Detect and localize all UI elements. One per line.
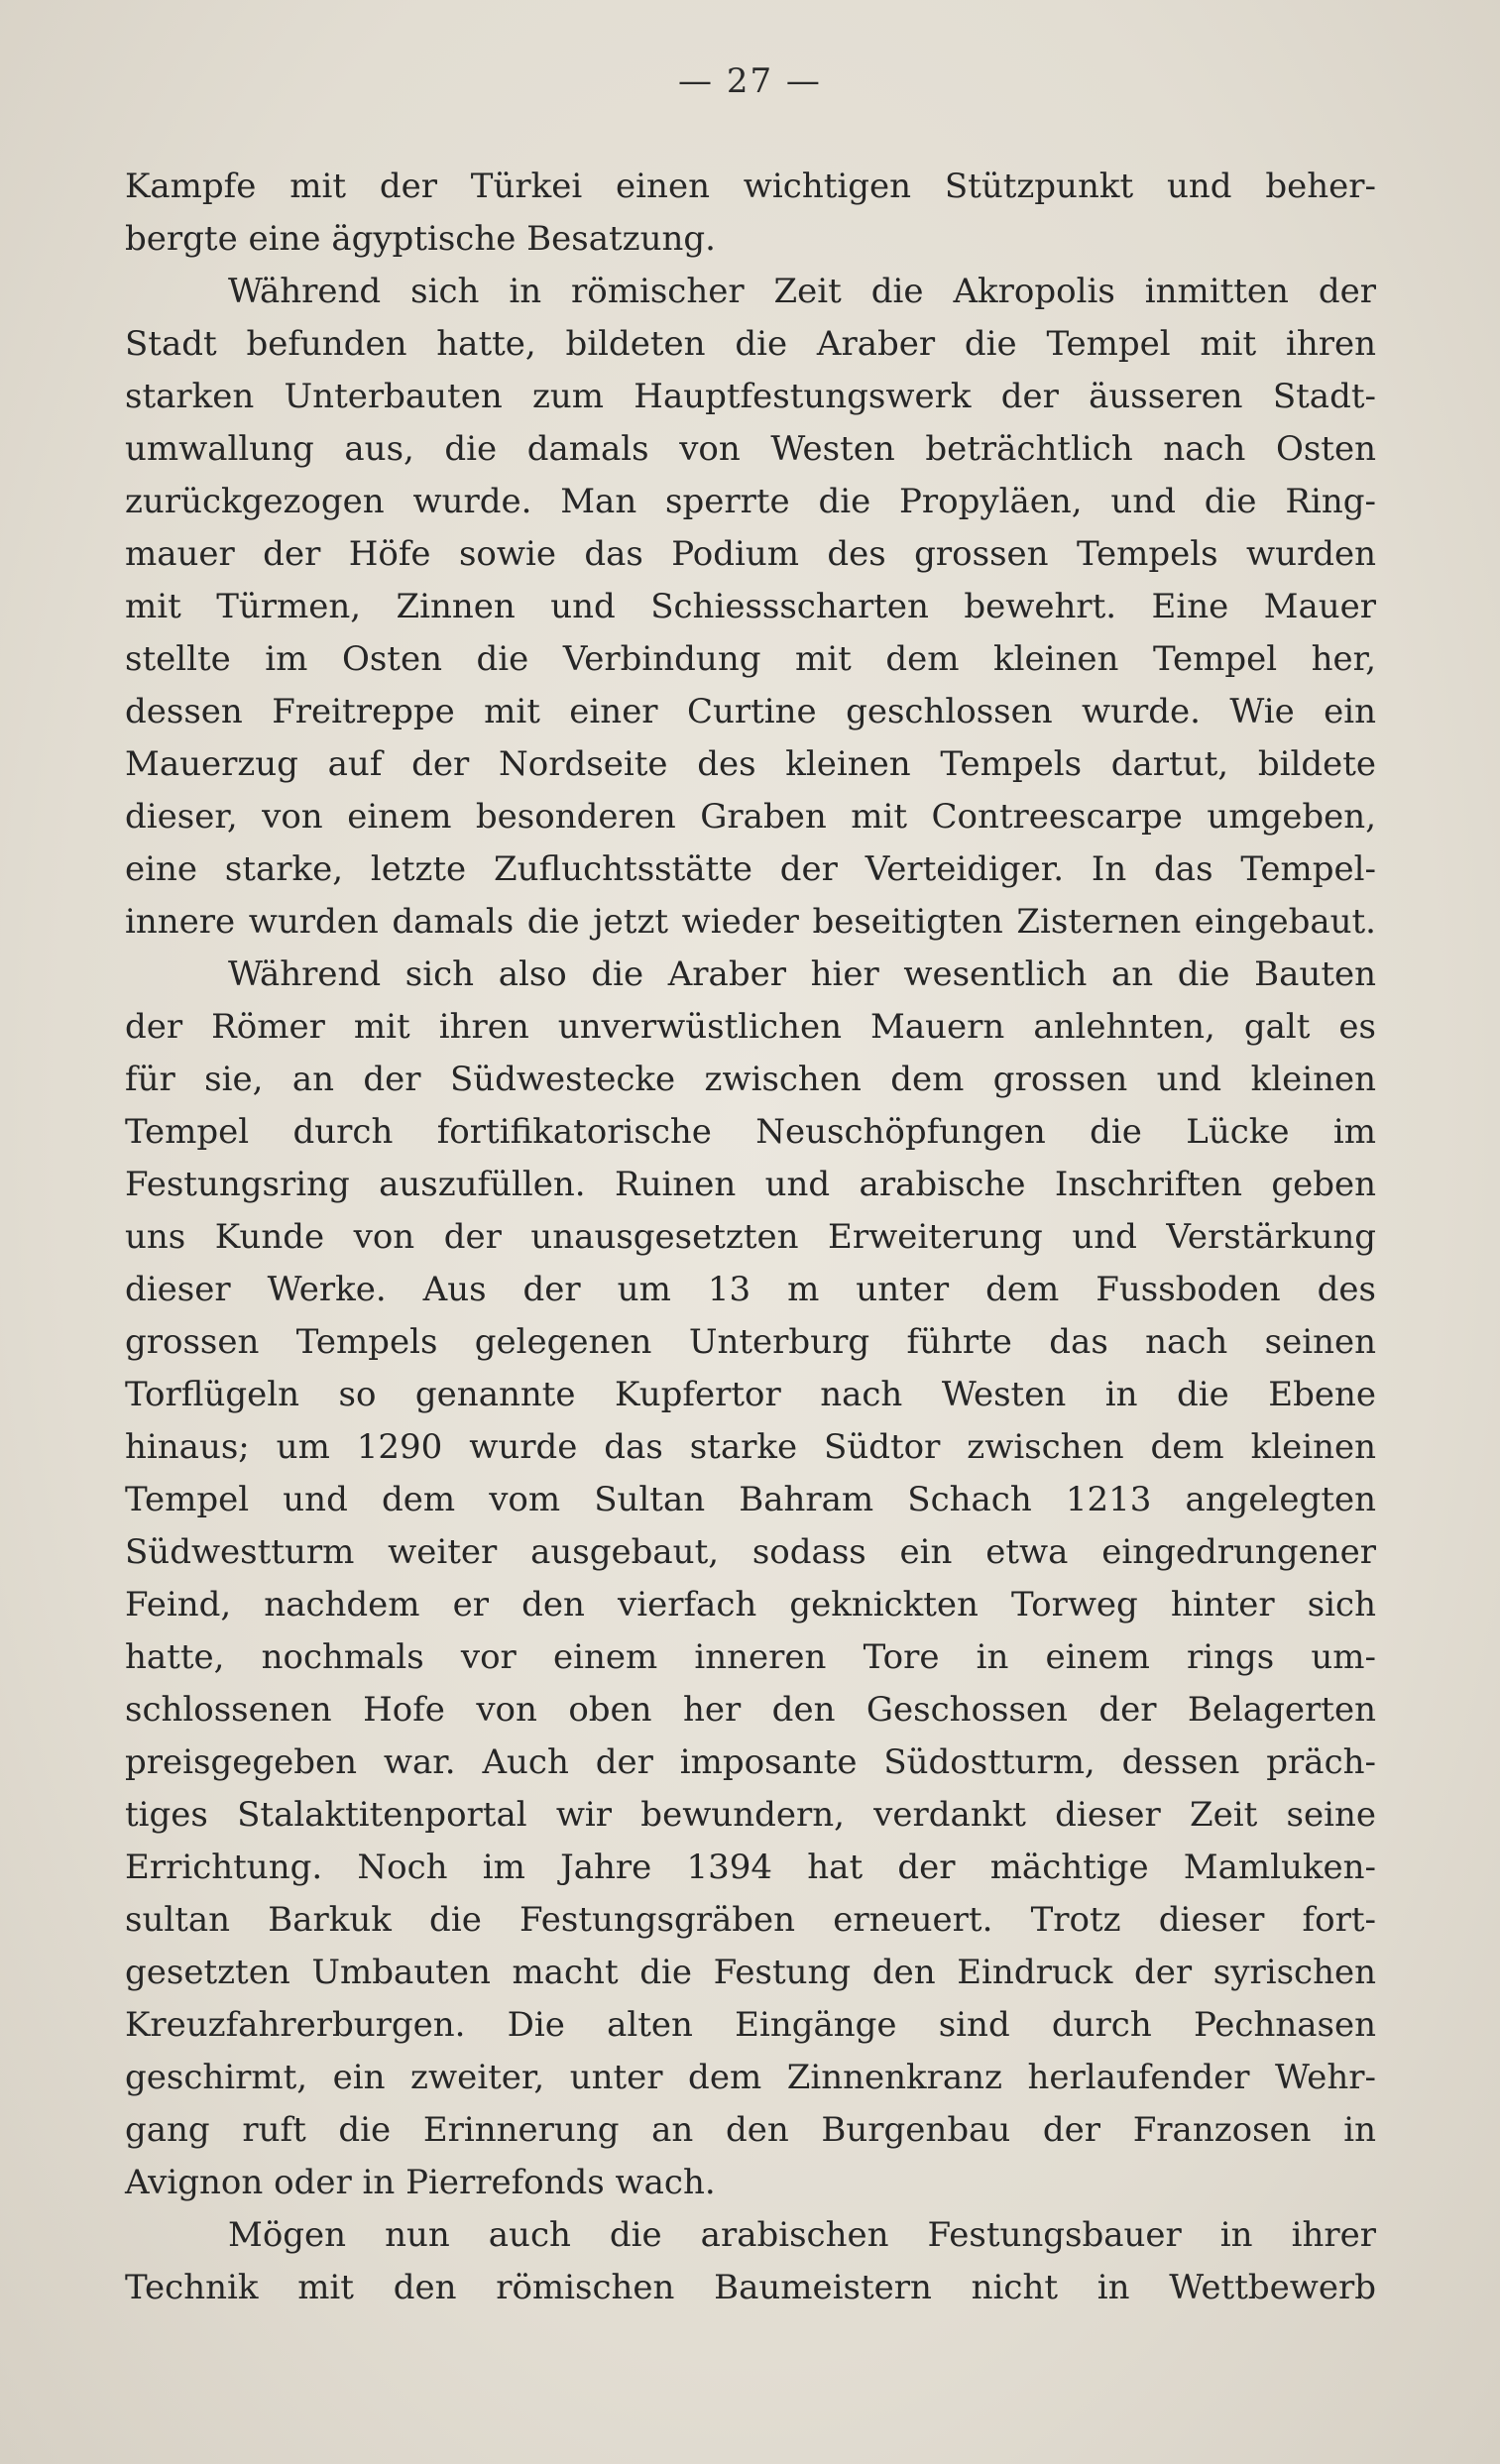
page-number: — 27 —	[678, 61, 822, 101]
text-line: dieser, von einem besonderen Graben mit Contreescarpe umgeben,	[125, 797, 1376, 837]
text-line: Avignon oder in Pierrefonds wach.	[125, 2163, 716, 2202]
text-line: hatte, nochmals vor einem inneren Tore in einem rings um-	[125, 1637, 1376, 1677]
text-line: tiges Stalaktitenportal wir bewundern, verdankt dieser Zeit seine	[125, 1795, 1376, 1835]
text-line: hinaus; um 1290 wurde das starke Südtor zwischen dem kleinen	[125, 1427, 1376, 1467]
text-line: geschirmt, ein zweiter, unter dem Zinnenkranz herlaufender Wehr-	[125, 2058, 1376, 2097]
text-line: Technik mit den römischen Baumeistern nicht in Wettbewerb	[125, 2268, 1376, 2307]
text-line: starken Unterbauten zum Hauptfestungswerk der äusseren Stadt-	[125, 377, 1376, 416]
text-line: mit Türmen, Zinnen und Schiessscharten bewehrt. Eine Mauer	[125, 587, 1376, 626]
text-line: dieser Werke. Aus der um 13 m unter dem Fussboden des	[125, 1270, 1376, 1309]
body-text	[125, 161, 1376, 2314]
text-line: umwallung aus, die damals von Westen beträchtlich nach Osten	[125, 429, 1376, 469]
text-line: schlossenen Hofe von oben her den Geschossen der Belagerten	[125, 1690, 1376, 1730]
text-line: Während sich in römischer Zeit die Akropolis inmitten der	[228, 272, 1376, 311]
text-line: dessen Freitreppe mit einer Curtine geschlossen wurde. Wie ein	[125, 692, 1376, 731]
text-line: gang ruft die Erinnerung an den Burgenbau der Franzosen in	[125, 2110, 1376, 2150]
text-line: Tempel und dem vom Sultan Bahram Schach 1213 angelegten	[125, 1480, 1376, 1519]
text-line: Kreuzfahrerburgen. Die alten Eingänge sind durch Pechnasen	[125, 2005, 1376, 2045]
text-line: sultan Barkuk die Festungsgräben erneuert. Trotz dieser fort-	[125, 1900, 1376, 1940]
text-line: Mögen nun auch die arabischen Festungsbauer in ihrer	[228, 2215, 1376, 2255]
text-line: innere wurden damals die jetzt wieder beseitigten Zisternen eingebaut.	[125, 902, 1376, 942]
text-line: gesetzten Umbauten macht die Festung den Eindruck der syrischen	[125, 1953, 1376, 1992]
text-line: bergte eine ägyptische Besatzung.	[125, 219, 716, 259]
text-line: uns Kunde von der unausgesetzten Erweiterung und Verstärkung	[125, 1217, 1376, 1257]
text-line: Kampfe mit der Türkei einen wichtigen Stützpunkt und beher-	[125, 167, 1376, 206]
text-line: Südwestturm weiter ausgebaut, sodass ein etwa eingedrungener	[125, 1532, 1376, 1572]
text-line: Torflügeln so genannte Kupfertor nach Westen in die Ebene	[125, 1375, 1376, 1414]
text-line: zurückgezogen wurde. Man sperrte die Propyläen, und die Ring-	[125, 482, 1376, 521]
text-line: Während sich also die Araber hier wesentlich an die Bauten	[228, 954, 1376, 994]
text-line: Mauerzug auf der Nordseite des kleinen Tempels dartut, bildete	[125, 744, 1376, 784]
text-line: Errichtung. Noch im Jahre 1394 hat der mächtige Mamluken-	[125, 1848, 1376, 1887]
text-line: Tempel durch fortifikatorische Neuschöpfungen die Lücke im	[125, 1112, 1376, 1152]
text-line: Feind, nachdem er den vierfach geknickten Torweg hinter sich	[125, 1585, 1376, 1624]
text-line: stellte im Osten die Verbindung mit dem kleinen Tempel her,	[125, 639, 1376, 679]
text-line: Festungsring auszufüllen. Ruinen und arabische Inschriften geben	[125, 1165, 1376, 1204]
text-line: eine starke, letzte Zufluchtsstätte der Verteidiger. In das Tempel-	[125, 849, 1376, 889]
text-line: preisgegeben war. Auch der imposante Südostturm, dessen präch-	[125, 1742, 1376, 1782]
text-line: mauer der Höfe sowie das Podium des grossen Tempels wurden	[125, 534, 1376, 574]
text-line: grossen Tempels gelegenen Unterburg führte das nach seinen	[125, 1322, 1376, 1362]
text-line: Stadt befunden hatte, bildeten die Araber die Tempel mit ihren	[125, 324, 1376, 364]
text-line: der Römer mit ihren unverwüstlichen Mauern anlehnten, galt es	[125, 1007, 1376, 1047]
text-line: für sie, an der Südwestecke zwischen dem grossen und kleinen	[125, 1060, 1376, 1099]
